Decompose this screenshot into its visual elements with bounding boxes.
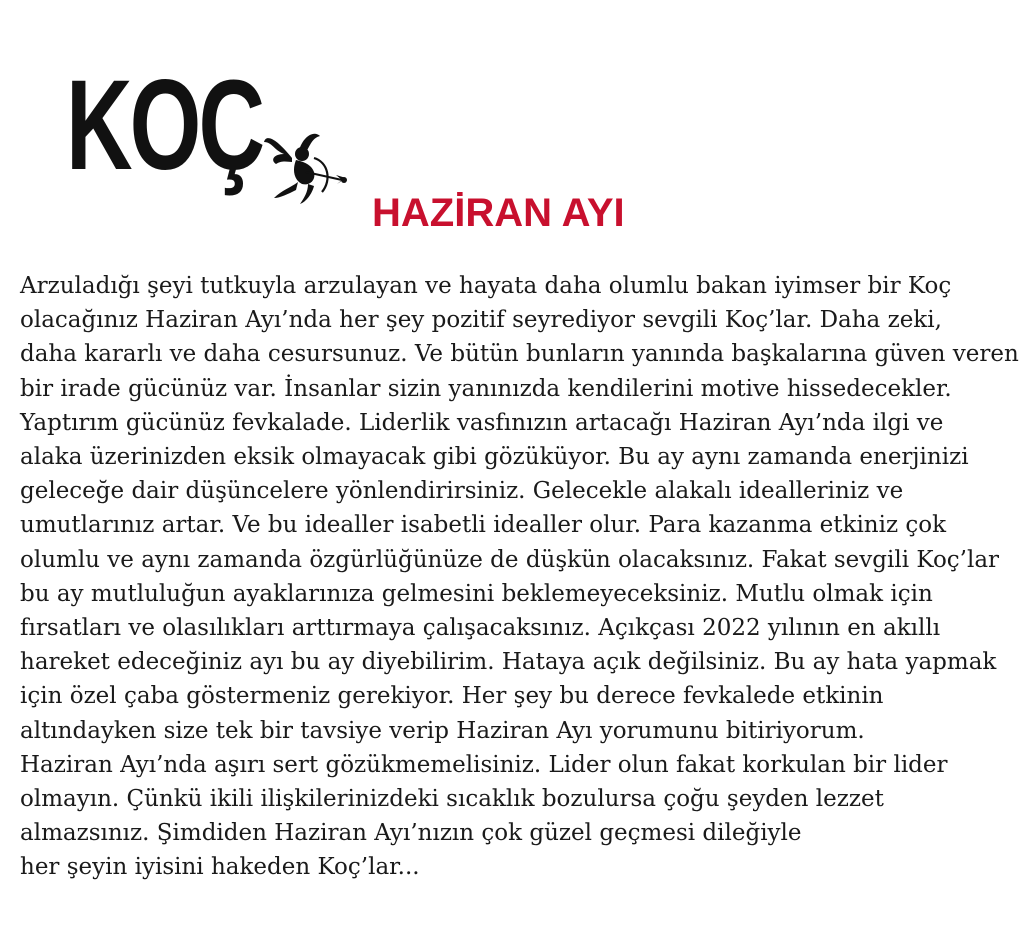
cupid-wing-left: [264, 138, 292, 164]
cupid-leg-left: [274, 182, 298, 198]
cupid-leg-right: [300, 184, 314, 204]
month-subtitle: HAZİRAN AYI: [372, 191, 625, 235]
horoscope-paragraph: Arzuladığı şeyi tutkuyla arzulayan ve hayata daha olumlu bakan iyimser bir Koç olacağınız Haziran Ayı’nda her şey pozitif seyrediyor sevgili Koç’lar. Daha zeki, daha kararlı ve daha cesursunuz. Ve bütün bunların yanında başkalarına güven veren bir irade gücünüz var. İnsanlar sizin yanınızda kendilerini motive hissedecekler. Yaptırım gücünüz fevkalade. Liderlik vasfınızın artacağı Haziran Ayı’nda ilgi ve alaka üzerinizden eksik olmayacak gibi gözüküyor. Bu ay aynı zamanda enerjinizi geleceğe dair düşüncelere yönlendirirsiniz. Gelecekle alakalı idealleriniz ve umutlarınız artar. Ve bu idealler isabetli idealler olur. Para kazanma etkiniz çok olumlu ve aynı zamanda özgürlüğünüze de düşkün olacaksınız. Fakat sevgili Koç’lar bu ay mutluluğun ayaklarınıza gelmesini beklemeyeceksiniz. Mutlu olmak için fırsatları ve olasılıkları arttırmaya çalışacaksınız. Açıkçası 2022 yılının en akıllı hareket edeceğiniz ayı bu ay diyebilirim. Hataya açık değilsiniz. Bu ay hata yapmak için özel çaba göstermeniz gerekiyor. Her şey bu derece fevkalede etkinin altındayken size tek bir tavsiye verip Haziran Ayı yorumunu bitiriyorum. Haziran Ayı’nda aşırı sert gözükmemelisiniz. Lider olun fakat korkulan bir lider olmayın. Çünkü ikili ilişkilerinizdeki sıcaklık bozulursa çoğu şeyden lezzet almazsınız. Şimdiden Haziran Ayı’nızın çok güzel geçmesi dileğiyle her şeyin iyisini hakeden Koç’lar...: [20, 273, 1019, 881]
zodiac-sign-title: KOÇ: [66, 54, 263, 197]
cupid-head: [295, 147, 309, 161]
cupid-arrow-tip: [341, 177, 347, 183]
cupid-icon: [262, 128, 348, 208]
